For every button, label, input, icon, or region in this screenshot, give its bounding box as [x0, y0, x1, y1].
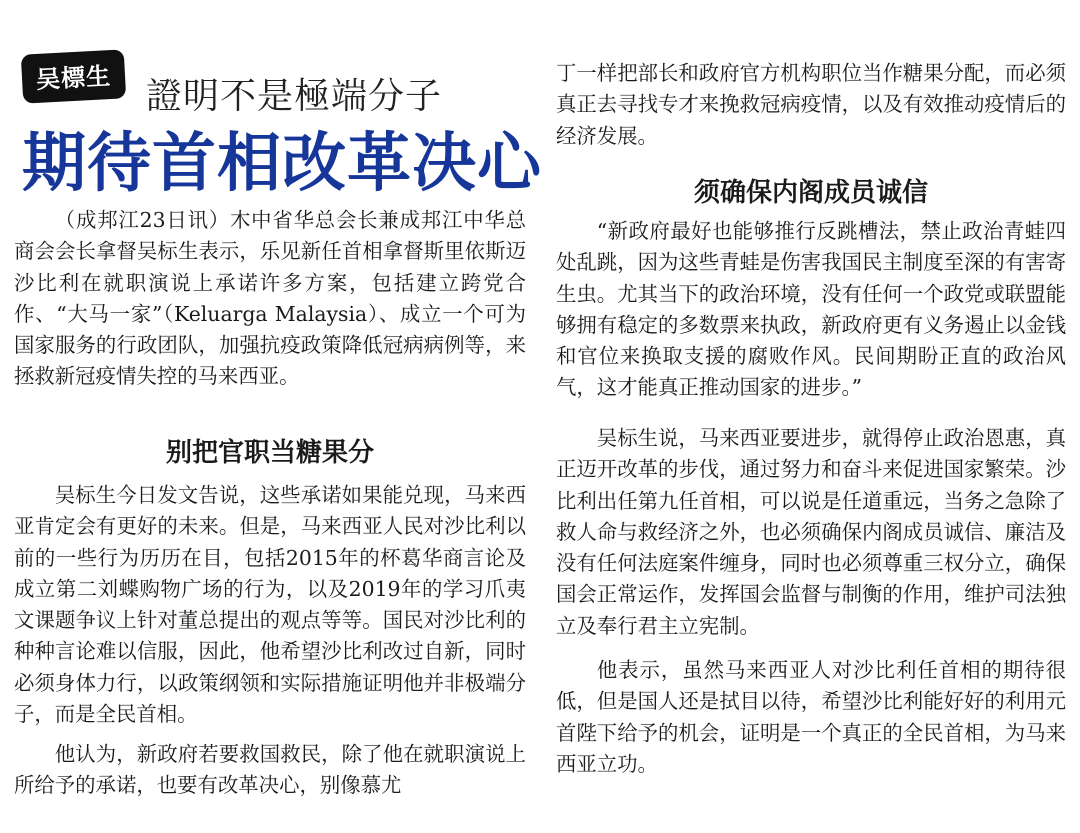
paragraph-reform: 他认为，新政府若要救国救民，除了他在就职演说上所给予的承诺，也要有改革决心，别像慕尤 [14, 742, 526, 798]
subheading-cabinet: 须确保内阁成员诚信 [693, 178, 928, 208]
person-badge: 吴標生 [21, 49, 126, 103]
paragraph-quote: “新政府最好也能够推行反跳槽法，禁止政治青蛙四处乱跳，因为这些青蛙是伤害我国民主制度至深的有害寄生虫。尤其当下的政治环境，没有任何一个政党或联盟能够拥有稳定的多数票来执政，新政府更有义务遏止以金钱和官位来换取支援的腐败作风。民间期盼正直的政治风气，这才能真正推动国家的进步。” [556, 219, 1066, 400]
paragraph-progress: 吴标生说，马来西亚要进步，就得停止政治恩惠，真正迈开改革的步伐，通过努力和奋斗来促进国家繁荣。沙比利出任第九任首相，可以说是任道重远，当务之急除了救人命与救经济之外，也必须确保内阁成员诚信、廉洁及没有任何法庭案件缠身，同时也必须尊重三权分立，确保国会正常运作，发挥国会监督与制衡的作用，维护司法独立及奉行君主立宪制。 [556, 426, 1066, 638]
paragraph-continuation: 丁一样把部长和政府官方机构职位当作糖果分配，而必须真正去寻找专才来挽救冠病疫情，以及有效推动疫情后的经济发展。 [556, 61, 1066, 148]
article-subtitle: 證明不是極端分子 [146, 76, 443, 117]
paragraph-intro: （成邦江23日讯）木中省华总会长兼成邦江中华总商会会长拿督吴标生表示，乐见新任首相拿督斯里依斯迈沙比利在就职演说上承诺许多方案，包括建立跨党合作、“大马一家”（Keluarga Malaysia）、成立一个可为国家服务的行政团队，加强抗疫政策降低冠病病例等，来拯救新冠疫情失控的马来西亚。 [14, 208, 526, 389]
subheading-sugar: 别把官职当糖果分 [165, 438, 374, 468]
paragraph-expectation: 他表示，虽然马来西亚人对沙比利任首相的期待很低，但是国人还是拭目以待，希望沙比利能好好的利用元首陛下给予的机会，证明是一个真正的全民首相，为马来西亚立功。 [556, 658, 1066, 776]
paragraph-statement: 吴标生今日发文告说，这些承诺如果能兑现，马来西亚肯定会有更好的未来。但是，马来西亚人民对沙比利以前的一些行为历历在目，包括2015年的杯葛华商言论及成立第二刘蝶购物广场的行为，以及2019年的学习爪夷文课题争议上针对董总提出的观点等等。国民对沙比利的种种言论难以信服，因此，他希望沙比利改过自新，同时必须身体力行，以政策纲领和实际措施证明他并非极端分子，而是全民首相。 [14, 483, 526, 727]
article-headline: 期待首相改革决心 [22, 127, 542, 201]
